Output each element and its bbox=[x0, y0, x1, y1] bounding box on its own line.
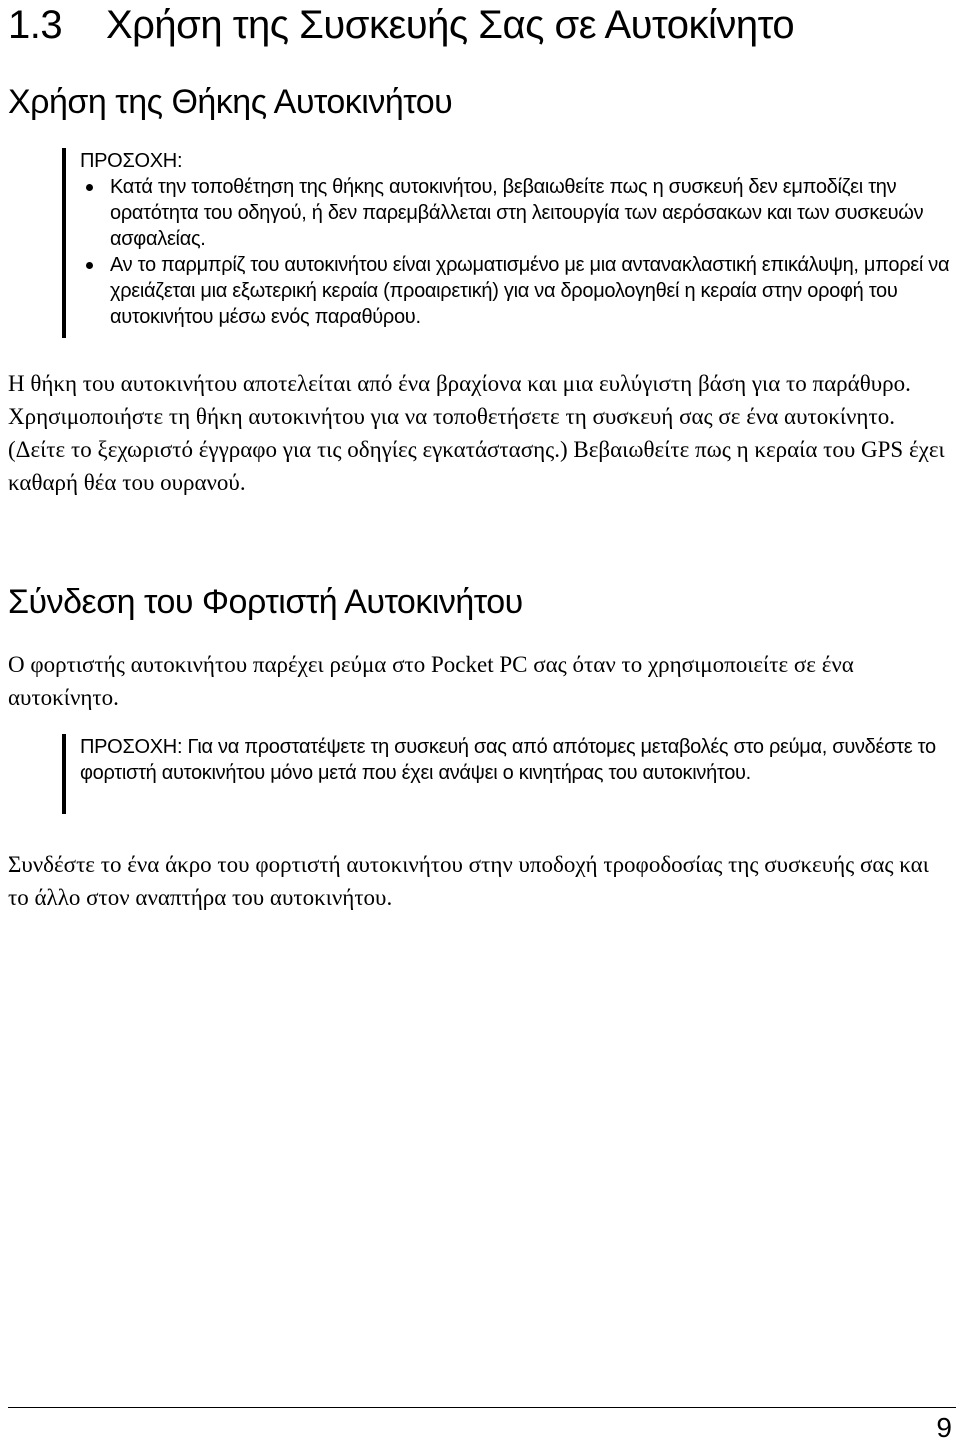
holder-caution-item bbox=[80, 174, 958, 252]
charger-caution-box bbox=[62, 734, 958, 814]
bullet-icon bbox=[86, 262, 93, 269]
charger-heading: Σύνδεση του Φορτιστή Αυτοκινήτου bbox=[8, 583, 523, 621]
charger-paragraph: Ο φορτιστής αυτοκινήτου παρέχει ρεύμα στο Pocket PC σας όταν το χρησιμοποιείτε σε ένα αυτοκίνητο. bbox=[8, 652, 854, 710]
bullet-icon bbox=[86, 184, 93, 191]
holder-heading: Χρήση της Θήκης Αυτοκινήτου bbox=[8, 83, 453, 121]
holder-caution-box bbox=[62, 148, 958, 338]
charger-caution-label: ΠΡΟΣΟΧΗ: bbox=[80, 736, 183, 758]
section-number: 1.3 bbox=[8, 3, 63, 47]
charger-caution-text: Για να προστατέψετε τη συσκευή σας από απότομες μεταβολές στο ρεύμα, συνδέστε το φορτιστή αυτοκινήτου μόνο μετά που έχει ανάψει ο κινητήρας του αυτοκινήτου. bbox=[80, 736, 936, 784]
section-title bbox=[8, 2, 794, 48]
holder-caution-label: ΠΡΟΣΟΧΗ: bbox=[80, 150, 183, 172]
section-title-text: Χρήση της Συσκευής Σας σε Αυτοκίνητο bbox=[106, 3, 795, 47]
charger-instruction: Συνδέστε το ένα άκρο του φορτιστή αυτοκινήτου στην υποδοχή τροφοδοσίας της συσκευής σας και το άλλο στον αναπτήρα του αυτοκινήτου. bbox=[8, 852, 929, 910]
holder-caution-item-text: Αν το παρμπρίζ του αυτοκινήτου είναι χρωματισμένο με μια αντανακλαστική επικάλυψη, μπορεί να χρειάζεται μια εξωτερική κεραία (προαιρετική) για να δρομολογηθεί η κεραία στην οροφή του αυτοκινήτου μέσω ενός παραθύρου. bbox=[110, 254, 950, 328]
holder-caution-item-text: Κατά την τοποθέτηση της θήκης αυτοκινήτου, βεβαιωθείτε πως η συσκευή δεν εμποδίζει την ορατότητα του οδηγού, ή δεν παρεμβάλλεται στη λειτουργία των αερόσακων και των συσκευών ασφαλείας. bbox=[110, 176, 924, 250]
page-number: 9 bbox=[936, 1412, 952, 1443]
footer-divider bbox=[8, 1407, 956, 1408]
holder-caution-item bbox=[80, 252, 958, 330]
holder-caution-list bbox=[80, 174, 958, 330]
holder-paragraph: Η θήκη του αυτοκινήτου αποτελείται από ένα βραχίονα και μια ευλύγιστη βάση για το παράθυρο. Χρησιμοποιήστε τη θήκη αυτοκινήτου για να τοποθετήσετε τη συσκευή σας σε ένα αυτοκίνητο. (Δείτε το ξεχωριστό έγγραφο για τις οδηγίες εγκατάστασης.) Βεβαιωθείτε πως η κεραία του GPS έχει καθαρή θέα του ουρανού. bbox=[8, 371, 945, 495]
